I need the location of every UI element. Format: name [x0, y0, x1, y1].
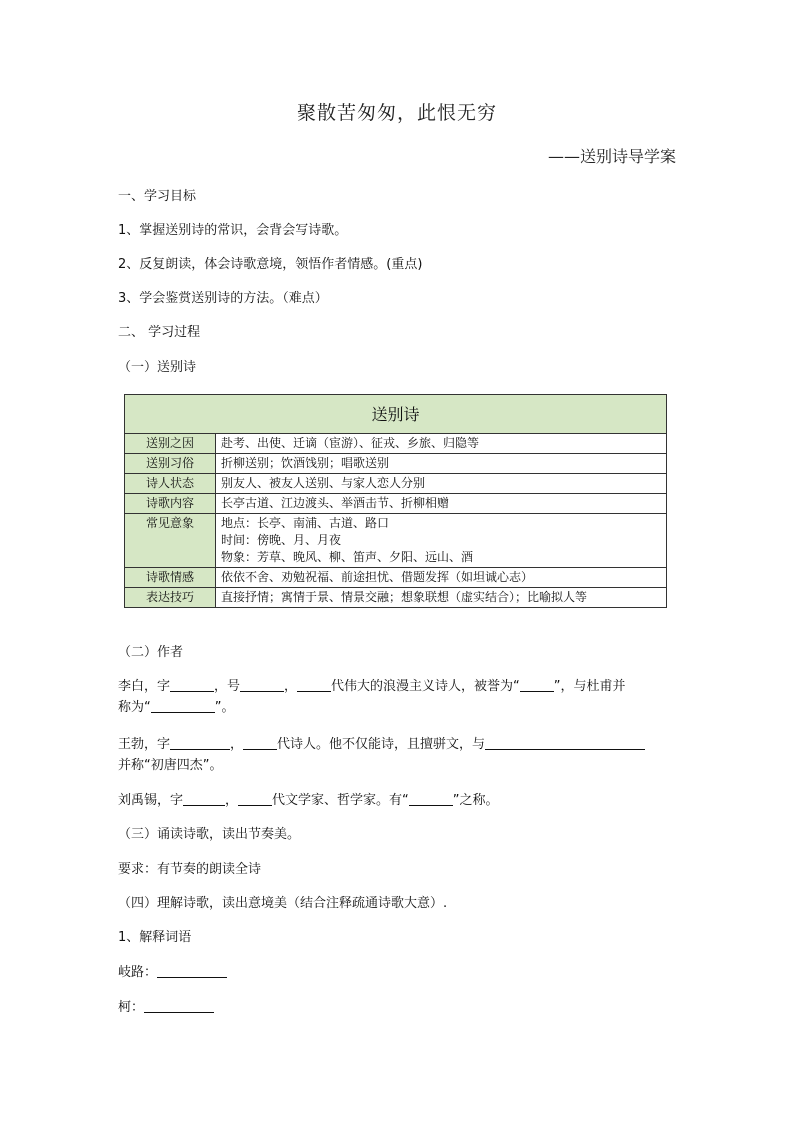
fill-blank[interactable]	[240, 678, 284, 692]
row-content: 直接抒情；寓情于景、情景交融；想象联想（虚实结合）；比喻拟人等	[216, 588, 667, 608]
text-segment: 李白，字	[118, 679, 171, 694]
fill-blank[interactable]	[238, 792, 272, 806]
goal-item: 2、反复朗读，体会诗歌意境，领悟作者情感。(重点)	[118, 257, 423, 272]
text-segment: 王勃，字	[118, 737, 171, 752]
section-heading-process: 二、 学习过程	[118, 325, 201, 340]
table-row	[125, 514, 667, 568]
table-header: 送别诗	[125, 395, 667, 434]
row-label: 表达技巧	[125, 588, 216, 608]
row-content: 依依不舍、劝勉祝福、前途担忧、借题发挥（如坦诚心志）	[216, 568, 667, 588]
wangbo-line	[118, 733, 645, 752]
fill-blank[interactable]	[170, 736, 230, 750]
text-segment: ”之称。	[452, 793, 499, 808]
fill-blank[interactable]	[243, 736, 277, 750]
libai-line-2	[118, 696, 235, 715]
goal-item: 3、学会鉴赏送别诗的方法。（难点）	[118, 291, 328, 306]
row-label: 诗人状态	[125, 474, 216, 494]
fill-blank[interactable]	[144, 999, 214, 1013]
fill-blank[interactable]	[157, 964, 227, 978]
section-heading-recite: （三）诵读诗歌，读出节奏美。	[118, 827, 301, 842]
table-row	[125, 494, 667, 514]
row-content: 长亭古道、江边渡头、举酒击节、折柳相赠	[216, 494, 667, 514]
text-segment: ”，与杜甫并	[553, 679, 626, 694]
word-label: 岐路：	[118, 965, 158, 980]
row-content: 别友人、被友人送别、与家人恋人分别	[216, 474, 667, 494]
text-segment: ，	[230, 737, 244, 752]
row-label: 常见意象	[125, 514, 216, 568]
text-segment: ，	[284, 679, 298, 694]
section-heading-understand: （四）理解诗歌，读出意境美（结合注释疏通诗歌大意）.	[118, 896, 448, 911]
text-segment: ，	[225, 793, 239, 808]
word-item	[118, 996, 214, 1015]
row-content-line: 地点：长亭、南浦、古道、路口	[221, 516, 390, 530]
subsection-heading: （一）送别诗	[118, 360, 197, 375]
section-heading-authors: （二）作者	[118, 645, 184, 660]
word-label: 柯：	[118, 1000, 145, 1015]
fill-blank[interactable]	[183, 792, 225, 806]
subsection-explain-words: 1、解释词语	[118, 930, 192, 945]
farewell-poem-table	[124, 394, 667, 608]
word-item	[118, 961, 227, 980]
fill-blank[interactable]	[170, 678, 214, 692]
text-segment: ”。	[214, 700, 235, 715]
text-segment: 刘禹锡，字	[118, 793, 184, 808]
table-row	[125, 474, 667, 494]
row-content-line: 物象：芳草、晚风、柳、笛声、夕阳、远山、酒	[221, 550, 474, 564]
requirement-text: 要求：有节奏的朗读全诗	[118, 862, 262, 877]
fill-blank[interactable]	[485, 736, 645, 750]
row-label: 送别习俗	[125, 454, 216, 474]
row-label: 送别之因	[125, 434, 216, 454]
fill-blank[interactable]	[520, 678, 554, 692]
libai-line	[118, 675, 626, 694]
row-label: 诗歌内容	[125, 494, 216, 514]
section-heading-goals: 一、学习目标	[118, 189, 197, 204]
table-row	[125, 588, 667, 608]
text-segment: ，号	[214, 679, 241, 694]
table-row	[125, 568, 667, 588]
goal-item: 1、掌握送别诗的常识，会背会写诗歌。	[118, 223, 348, 238]
table-row	[125, 454, 667, 474]
page-subtitle: ——送别诗导学案	[547, 147, 676, 166]
row-label: 诗歌情感	[125, 568, 216, 588]
text-segment: 称为“	[118, 700, 151, 715]
fill-blank[interactable]	[297, 678, 331, 692]
table-row	[125, 434, 667, 454]
fill-blank[interactable]	[151, 699, 215, 713]
page-title: 聚散苦匆匆，此恨无穷	[296, 102, 497, 124]
row-content: 赴考、出使、迁谪（宦游）、征戎、乡旅、归隐等	[216, 434, 667, 454]
row-content-line: 时间：傍晚、月、月夜	[221, 533, 342, 547]
text-segment: 代文学家、哲学家。有“	[272, 793, 409, 808]
text-segment: 代诗人。他不仅能诗，且擅骈文，与	[277, 737, 486, 752]
row-content: 折柳送别；饮酒饯别；唱歌送别	[216, 454, 667, 474]
row-content	[216, 514, 667, 568]
text-segment: 代伟大的浪漫主义诗人，被誉为“	[331, 679, 520, 694]
fill-blank[interactable]	[409, 792, 453, 806]
liu-line	[118, 789, 499, 808]
wangbo-line-2: 并称“初唐四杰”。	[118, 758, 223, 773]
